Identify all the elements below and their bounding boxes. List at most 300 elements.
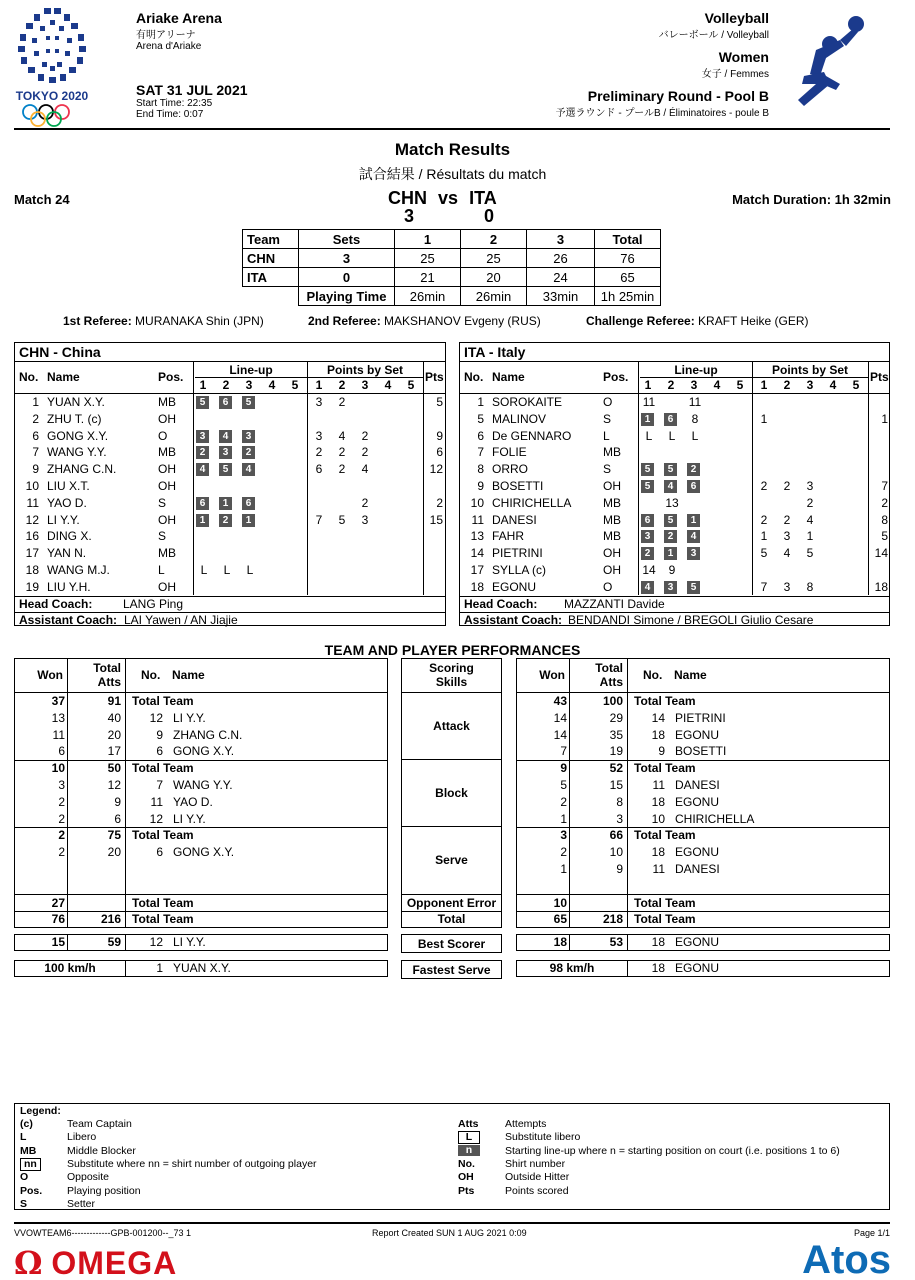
skill-name: Serve — [435, 852, 468, 867]
sport-name: Volleyball — [704, 10, 769, 26]
perf-atts: 19 — [609, 744, 623, 759]
roster-header-no: No. — [19, 370, 39, 384]
lineup-sub-value: L — [645, 428, 653, 443]
perf-ita — [516, 658, 890, 978]
perf-header-no: No. — [643, 668, 663, 682]
playing-time-row — [243, 287, 661, 306]
roster-player-row — [15, 528, 445, 545]
date-block — [136, 82, 248, 120]
player-name: DING X. — [47, 529, 92, 544]
lineup-start-badge: 1 — [196, 514, 209, 527]
player-number: 10 — [25, 479, 39, 493]
perf-row — [517, 710, 889, 727]
match-date: SAT 31 JUL 2021 — [136, 82, 248, 98]
lineup-start-badge: 1 — [664, 547, 677, 560]
perf-chn — [14, 658, 388, 978]
home-sets-won: 3 — [404, 206, 415, 226]
perf-row — [15, 861, 387, 878]
playing-time-label: Playing Time — [299, 287, 395, 306]
perf-won: 9 — [560, 761, 567, 776]
perf-opp-error-row — [517, 895, 889, 912]
perf-player-name: EGONU — [675, 727, 720, 742]
points-by-set-value: 2 — [361, 445, 369, 460]
player-number: 7 — [32, 445, 39, 460]
perf-vline — [627, 659, 628, 692]
perf-row — [517, 743, 889, 760]
player-number: 7 — [477, 445, 484, 460]
lineup-start-badge: 4 — [641, 581, 654, 594]
fastest-serve-label: Fastest Serve — [412, 963, 491, 977]
skills-header — [401, 658, 502, 693]
perf-opp-error-row — [15, 895, 387, 912]
referee2-name: MAKSHANOV Evgeny (RUS) — [384, 314, 541, 328]
perf-won: 2 — [58, 811, 65, 826]
perf-atts: 35 — [609, 727, 623, 742]
roster-header-lineup-set: 4 — [713, 378, 721, 392]
tokyo-2020-emblem — [14, 6, 90, 124]
roster-subheader-line — [640, 377, 868, 378]
away-team-code: ITA — [469, 188, 497, 208]
perf-atts: 218 — [602, 912, 623, 927]
perf-atts: 91 — [107, 694, 121, 708]
roster-header-name: Name — [492, 370, 525, 384]
perf-header-total: Total — [595, 661, 623, 675]
perf-player-name: Total Team — [132, 912, 194, 927]
roster-header-lineup-set: 5 — [736, 378, 744, 392]
best-scorer-label: Best Scorer — [417, 937, 486, 951]
lineup-start-badge: 4 — [242, 463, 255, 476]
perf-player-no: 7 — [156, 778, 163, 792]
challenge-referee-row — [586, 314, 809, 328]
score-team-cell: ITA — [243, 268, 299, 287]
fastest-serve-speed: 98 km/h — [549, 961, 595, 975]
perf-won: 2 — [58, 794, 65, 809]
roster-player-row — [460, 428, 889, 445]
roster-header-name: Name — [47, 370, 80, 384]
player-number: 6 — [32, 428, 39, 443]
perf-atts: 100 — [602, 694, 623, 708]
lineup-sub-value: L — [246, 563, 254, 577]
lineup-sub-value: 11 — [688, 395, 702, 409]
referee1-label: 1st Referee: — [63, 314, 132, 328]
score-value-cell: 65 — [595, 268, 661, 287]
roster-header-lineup-set: 5 — [291, 378, 299, 392]
footer-divider — [14, 1222, 890, 1224]
roster-player-row — [15, 579, 445, 596]
points-by-set-value: 4 — [338, 428, 346, 443]
player-total-points: 8 — [881, 512, 888, 527]
lineup-start-badge: 3 — [219, 446, 232, 459]
assistant-coach-label: Assistant Coach: — [464, 612, 563, 627]
perf-atts: 9 — [616, 862, 623, 876]
roster-header-pos: Pos. — [603, 370, 629, 384]
player-number: 2 — [32, 411, 39, 426]
lineup-start-badge: 6 — [664, 413, 677, 426]
perf-player-no: 10 — [651, 811, 665, 826]
assistant-coach-name: LAI Yawen / AN Jiajie — [124, 612, 238, 627]
perf-row — [15, 794, 387, 811]
perf-atts: 15 — [609, 778, 623, 792]
atos-logo: Atos — [802, 1238, 891, 1280]
roster-header-pts: Pts — [870, 370, 889, 384]
points-by-set-value: 2 — [760, 479, 768, 493]
perf-won: 13 — [51, 710, 65, 725]
player-name: WANG Y.Y. — [47, 445, 107, 460]
lineup-sub-value: L — [668, 428, 676, 443]
lineup-start-badge: 5 — [664, 463, 677, 476]
player-name: CHIRICHELLA — [492, 495, 572, 510]
lineup-start-badge: 5 — [242, 396, 255, 409]
player-position: S — [158, 495, 167, 510]
report-code: VVOWTEAM6-------------GPB-001200--_73 1 — [14, 1228, 192, 1238]
perf-atts: 20 — [107, 727, 121, 742]
end-time: End Time: 0:07 — [136, 109, 204, 120]
points-by-set-value: 3 — [783, 579, 791, 594]
fastest-serve-name: EGONU — [675, 961, 720, 975]
omega-logo — [14, 1244, 177, 1280]
perf-won: 2 — [560, 794, 567, 809]
omega-icon: Ω — [14, 1244, 43, 1280]
roster-header-lineup-set: 1 — [199, 378, 207, 392]
perf-row — [517, 861, 889, 878]
referee2-row — [308, 314, 541, 328]
perf-vline — [569, 659, 570, 692]
title-block — [0, 140, 905, 184]
perf-skills — [401, 658, 502, 978]
lineup-start-badge: 2 — [219, 514, 232, 527]
player-number: 6 — [477, 428, 484, 443]
roster-player-row — [15, 428, 445, 445]
perf-player-name: Total Team — [634, 761, 696, 776]
perf-player-no: 18 — [651, 794, 665, 809]
legend-key: MB — [20, 1144, 37, 1157]
perf-player-name: LI Y.Y. — [173, 811, 206, 826]
player-name: ZHU T. (c) — [47, 411, 102, 426]
perf-player-name: EGONU — [675, 845, 720, 860]
player-position: L — [603, 428, 610, 443]
points-by-set-value: 1 — [760, 411, 768, 426]
player-name: FAHR — [492, 529, 525, 544]
legend-value: Substitute libero — [505, 1131, 581, 1144]
lineup-start-badge: 6 — [219, 396, 232, 409]
legend-value: Middle Blocker — [67, 1144, 136, 1157]
roster-team-title: ITA - Italy — [464, 344, 526, 360]
score-value-cell: 25 — [395, 249, 461, 268]
points-by-set-value: 1 — [760, 529, 768, 544]
perf-atts: 66 — [609, 828, 623, 843]
player-number: 19 — [25, 579, 39, 594]
perf-won: 10 — [51, 761, 65, 776]
legend-key: Atts — [458, 1118, 479, 1130]
perf-player-name: Total Team — [132, 761, 194, 776]
player-name: DANESI — [492, 512, 537, 527]
player-position: OH — [158, 462, 176, 477]
roster-header-lineup-set: 2 — [667, 378, 675, 392]
points-by-set-value: 4 — [361, 462, 369, 477]
perf-player-no: 18 — [651, 727, 665, 742]
roster-player-row — [15, 444, 445, 461]
player-number: 12 — [25, 512, 39, 527]
lineup-start-badge: 4 — [219, 430, 232, 443]
roster-header-lineup-set: 3 — [245, 378, 253, 392]
score-header-cell: 1 — [395, 230, 461, 249]
player-number: 10 — [470, 495, 484, 510]
event-block — [469, 10, 769, 119]
perf-atts: 10 — [609, 845, 623, 860]
score-value-cell: 3 — [299, 249, 395, 268]
venue-name: Ariake Arena — [136, 10, 222, 26]
perf-atts: 6 — [114, 811, 121, 826]
points-by-set-value: 3 — [361, 512, 369, 527]
roster-player-row — [460, 444, 889, 461]
perf-player-name: Total Team — [132, 895, 194, 910]
perf-won: 2 — [58, 828, 65, 843]
score-header-cell: Total — [595, 230, 661, 249]
perf-player-name: DANESI — [675, 778, 720, 792]
best-scorer-name: LI Y.Y. — [173, 935, 206, 949]
perf-player-name: Total Team — [634, 912, 696, 927]
legend-value: Starting line-up where n = starting position on court (i.e. positions 1 to 6) — [505, 1144, 840, 1157]
perf-row — [517, 827, 889, 844]
playing-time-cell: 26min — [395, 287, 461, 306]
score-row — [243, 249, 661, 268]
perf-atts: 40 — [107, 710, 121, 725]
lineup-start-badge: 5 — [641, 463, 654, 476]
roster-header-points-set: 4 — [829, 378, 837, 392]
score-header-cell: 3 — [527, 230, 595, 249]
perf-won: 27 — [51, 895, 65, 910]
lineup-start-badge: 3 — [196, 430, 209, 443]
fastest-serve-name: YUAN X.Y. — [173, 961, 231, 975]
player-position: MB — [603, 512, 621, 527]
legend-title: Legend: — [20, 1105, 61, 1117]
skill-opp-error — [401, 894, 502, 929]
player-name: WANG M.J. — [47, 563, 110, 577]
blank-cell — [243, 287, 299, 306]
perf-header — [516, 658, 890, 693]
challenge-referee-name: KRAFT Heike (GER) — [698, 314, 809, 328]
player-name: GONG X.Y. — [47, 428, 109, 443]
points-by-set-value: 2 — [361, 495, 369, 510]
points-by-set-value: 4 — [783, 546, 791, 561]
perf-player-no: 18 — [651, 845, 665, 860]
perf-atts: 216 — [100, 912, 121, 927]
perf-won: 7 — [560, 744, 567, 759]
player-total-points: 5 — [881, 529, 888, 544]
perf-header-no: No. — [141, 668, 161, 682]
perf-totals — [14, 894, 388, 929]
perf-atts: 8 — [616, 794, 623, 809]
sport-sub: バレーボール / Volleyball — [658, 30, 769, 41]
roster-header-points-set: 5 — [852, 378, 860, 392]
skills-header-skills: Skills — [435, 675, 468, 689]
player-position: S — [158, 529, 167, 544]
skill-name: Block — [435, 785, 468, 800]
score-header-cell: 2 — [461, 230, 527, 249]
player-name: YAN N. — [47, 546, 87, 561]
lineup-sub-value: L — [223, 563, 231, 577]
lineup-sub-value: L — [691, 428, 699, 443]
roster-header-points: Points by Set — [771, 363, 848, 377]
player-position: MB — [603, 529, 621, 544]
player-position: OH — [603, 479, 621, 493]
roster-player-row — [460, 512, 889, 529]
gender-sub: 女子 / Femmes — [701, 69, 769, 80]
score-value-cell: 21 — [395, 268, 461, 287]
perf-row — [517, 878, 889, 895]
player-total-points: 6 — [436, 445, 443, 460]
perf-player-no: 12 — [149, 710, 163, 725]
roster-title-divider — [15, 361, 445, 362]
perf-row — [517, 777, 889, 794]
player-number: 18 — [470, 579, 484, 594]
player-name: MALINOV — [492, 411, 547, 426]
playing-time-cell: 33min — [527, 287, 595, 306]
lineup-start-badge: 6 — [641, 514, 654, 527]
points-by-set-value: 4 — [806, 512, 814, 527]
perf-won: 65 — [553, 912, 567, 927]
perf-header-name: Name — [674, 668, 707, 682]
perf-player-name: WANG Y.Y. — [173, 778, 233, 792]
legend-value: Outside Hitter — [505, 1171, 570, 1184]
tokyo-emblem-icon — [14, 6, 90, 86]
legend-value: Libero — [67, 1131, 97, 1144]
player-number: 1 — [477, 395, 484, 409]
player-name: ORRO — [492, 462, 528, 477]
points-by-set-value: 3 — [783, 529, 791, 544]
referees-row — [63, 314, 264, 328]
player-position: MB — [603, 495, 621, 510]
player-position: OH — [158, 411, 176, 426]
points-by-set-value: 5 — [806, 546, 814, 561]
perf-player-name: DANESI — [675, 862, 720, 876]
lineup-start-badge: 6 — [687, 480, 700, 493]
perf-player-name: GONG X.Y. — [173, 744, 235, 759]
perf-header-name: Name — [172, 668, 205, 682]
lineup-start-badge: 5 — [641, 480, 654, 493]
roster-header-points-set: 5 — [407, 378, 415, 392]
perf-atts: 50 — [107, 761, 121, 776]
best-scorer-won: 15 — [51, 935, 65, 949]
player-number: 9 — [32, 462, 39, 477]
player-position: O — [603, 395, 613, 409]
olympic-rings-icon — [14, 103, 90, 129]
score-row — [243, 268, 661, 287]
score-value-cell: 25 — [461, 249, 527, 268]
player-name: SOROKAITE — [492, 395, 563, 409]
perf-won: 2 — [560, 845, 567, 860]
player-total-points: 5 — [436, 395, 443, 409]
player-number: 18 — [25, 563, 39, 577]
perf-best-scorer — [14, 934, 388, 951]
roster-header-lineup-set: 1 — [644, 378, 652, 392]
match-number: Match 24 — [14, 192, 70, 207]
head-coach-label: Head Coach: — [19, 596, 93, 611]
gender: Women — [718, 49, 769, 65]
roster-player-row — [15, 495, 445, 512]
perf-fastest-serve — [516, 960, 890, 977]
best-scorer-atts: 53 — [609, 935, 623, 949]
perf-won: 1 — [560, 811, 567, 826]
lineup-sub-value: 14 — [642, 563, 656, 577]
player-total-points: 18 — [874, 579, 888, 594]
player-name: EGONU — [492, 579, 537, 594]
roster-player-row — [460, 495, 889, 512]
player-total-points: 15 — [429, 512, 443, 527]
player-number: 14 — [470, 546, 484, 561]
lineup-sub-value: L — [200, 563, 208, 577]
lineup-start-badge: 4 — [687, 530, 700, 543]
player-position: OH — [158, 579, 176, 594]
lineup-start-badge: 2 — [641, 547, 654, 560]
player-position: L — [158, 563, 165, 577]
roster-header-points-set: 2 — [783, 378, 791, 392]
roster-player-row — [460, 579, 889, 596]
points-by-set-value: 7 — [315, 512, 323, 527]
lineup-start-badge: 3 — [641, 530, 654, 543]
points-by-set-value: 3 — [315, 428, 323, 443]
player-total-points: 2 — [436, 495, 443, 510]
player-name: LIU Y.H. — [47, 579, 91, 594]
roster-header-lineup-set: 4 — [268, 378, 276, 392]
page-number: Page 1/1 — [853, 1228, 890, 1238]
perf-player-name: Total Team — [634, 828, 696, 843]
points-by-set-value: 2 — [338, 395, 346, 409]
player-name: BOSETTI — [492, 479, 544, 493]
perf-player-name: Total Team — [132, 828, 194, 843]
score-value-cell: 20 — [461, 268, 527, 287]
legend-key: Pts — [458, 1184, 475, 1197]
perf-won: 2 — [58, 845, 65, 860]
points-by-set-value: 3 — [315, 395, 323, 409]
lineup-sub-value: 11 — [642, 395, 656, 409]
score-header-cell: Team — [243, 230, 299, 249]
roster-header-lineup: Line-up — [229, 363, 273, 377]
total-label: Total — [437, 912, 466, 927]
perf-row — [517, 844, 889, 861]
score-value-cell: 76 — [595, 249, 661, 268]
points-by-set-value: 2 — [806, 495, 814, 510]
roster-player-row — [15, 512, 445, 529]
head-coach-label: Head Coach: — [464, 596, 538, 611]
player-number: 5 — [477, 411, 484, 426]
perf-player-name: Total Team — [132, 694, 194, 708]
player-position: OH — [603, 563, 621, 577]
perf-body — [516, 692, 890, 895]
perf-won: 14 — [553, 727, 567, 742]
player-position: MB — [158, 395, 176, 409]
assistant-coach-label: Assistant Coach: — [19, 612, 118, 627]
player-number: 11 — [26, 495, 39, 510]
roster-player-row — [15, 394, 445, 411]
player-name: PIETRINI — [492, 546, 543, 561]
head-coach-name: MAZZANTI Davide — [564, 596, 665, 611]
page-subtitle: 試合結果 / Résultats du match — [358, 166, 547, 182]
player-position: S — [603, 462, 612, 477]
perf-player-no: 6 — [156, 744, 163, 759]
perf-player-name: LI Y.Y. — [173, 710, 206, 725]
perf-row — [15, 743, 387, 760]
versus-label: vs — [438, 188, 459, 208]
perf-player-name: YAO D. — [173, 794, 213, 809]
points-by-set-value: 5 — [338, 512, 346, 527]
skill-box — [401, 759, 502, 827]
points-by-set-value: 7 — [760, 579, 768, 594]
legend-key: O — [20, 1171, 29, 1184]
player-position: OH — [603, 546, 621, 561]
player-number: 1 — [32, 395, 39, 409]
lineup-sub-value: 9 — [668, 563, 676, 577]
